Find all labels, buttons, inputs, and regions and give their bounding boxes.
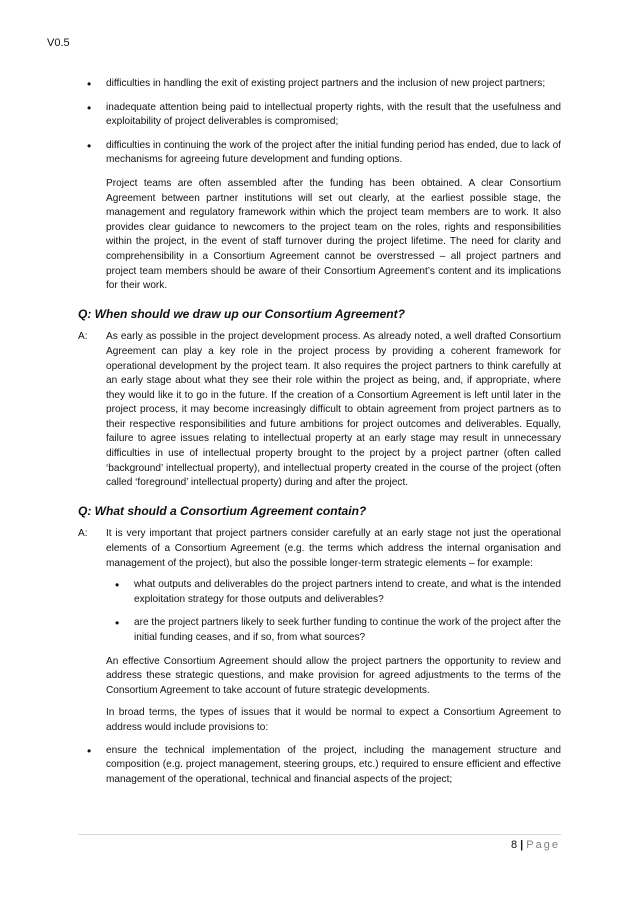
list-item: • inadequate attention being paid to intellectual property rights, with the result that the usefulness and exploitability of project deliverables is compromised;	[78, 101, 561, 130]
footer-divider	[78, 834, 561, 835]
provisions-list	[78, 744, 561, 788]
question-heading-contain: Q: What should a Consortium Agreement contain?	[78, 503, 367, 518]
answer-block-contain	[78, 527, 561, 571]
page-label: Page	[526, 839, 560, 851]
page-footer	[511, 838, 560, 853]
question-heading-when: Q: When should we draw up our Consortium Agreement?	[78, 306, 405, 321]
page-content	[78, 77, 561, 796]
footer-separator: |	[520, 839, 524, 851]
answer-paragraph: In broad terms, the types of issues that it would be normal to expect a Consortium Agreement to address would include provisions to:	[106, 707, 561, 733]
list-item: • difficulties in handling the exit of existing project partners and the inclusion of new project partners;	[78, 77, 561, 92]
strategic-questions-list	[106, 578, 561, 645]
version-label: V0.5	[47, 37, 70, 49]
answer-block-when	[78, 330, 561, 491]
intro-paragraph: Project teams are often assembled after the funding has been obtained. A clear Consortium Agreement between partner institutions will set out clearly, at the earliest possible stage, the management and regulatory framework within which the project team members are to work. It also provides clear guidance to newcomers to the project team on the roles, rights and responsibilities within the project, in the event of staff turnover during the project lifetime. The need for clarity and comprehensibility in a Consortium Agreement cannot be overstressed – all project partners and project team members should be aware of their Consortium Agreement’s content and its implications for their work.	[106, 177, 561, 292]
page-number: 8	[510, 839, 518, 851]
answer-text: As early as possible in the project development process. As already noted, a well drafted Consortium Agreement can play a key role in the project process by providing a coherent framework for operational development by the project team. It also requires the project partners to think carefully at an early stage about what they see their role within the project as being, and, if appropriate, where they would like it to go in the future. If the creation of a Consortium Agreement is left until later in the project process, it may become increasingly difficult to obtain agreement from project partners as to their respective responsibilities and future ambitions for project outcomes and deliverables. Equally, failure to agree issues relating to intellectual property at an early stage may result in unnecessary difficulties in use of intellectual property brought to the project by a project partner (often called ‘background’ intellectual property), and intellectual property created in the course of the project (often called ‘foreground’ intellectual property) during and after the project.	[106, 331, 561, 489]
answer-paragraph: An effective Consortium Agreement should allow the project partners the opportunity to review and address these strategic questions, and make provision for agreed adjustments to the terms of the Consortium Agreement to take account of future strategic developments.	[106, 655, 561, 696]
list-item: • what outputs and deliverables do the project partners intend to create, and what is the intended exploitation strategy for those outputs and deliverables?	[106, 578, 561, 607]
answer-label: A:	[78, 331, 88, 343]
answer-label: A:	[78, 528, 88, 540]
issues-list	[78, 77, 561, 168]
list-item: • are the project partners likely to seek further funding to continue the work of the project after the initial funding ceases, and if so, from what sources?	[106, 616, 561, 645]
list-item: • ensure the technical implementation of the project, including the management structure and composition (e.g. project management, steering groups, etc.) required to ensure efficient and effective management of the operational, technical and financial aspects of the project;	[78, 744, 561, 788]
answer-text: It is very important that project partners consider carefully at an early stage not just the operational elements of a Consortium Agreement (e.g. the terms which address the internal organisation and management of the project), but also the possible longer-term strategic elements – for example:	[106, 528, 561, 569]
list-item: • difficulties in continuing the work of the project after the initial funding period has ended, due to lack of mechanisms for agreeing future development and funding options.	[78, 139, 561, 168]
